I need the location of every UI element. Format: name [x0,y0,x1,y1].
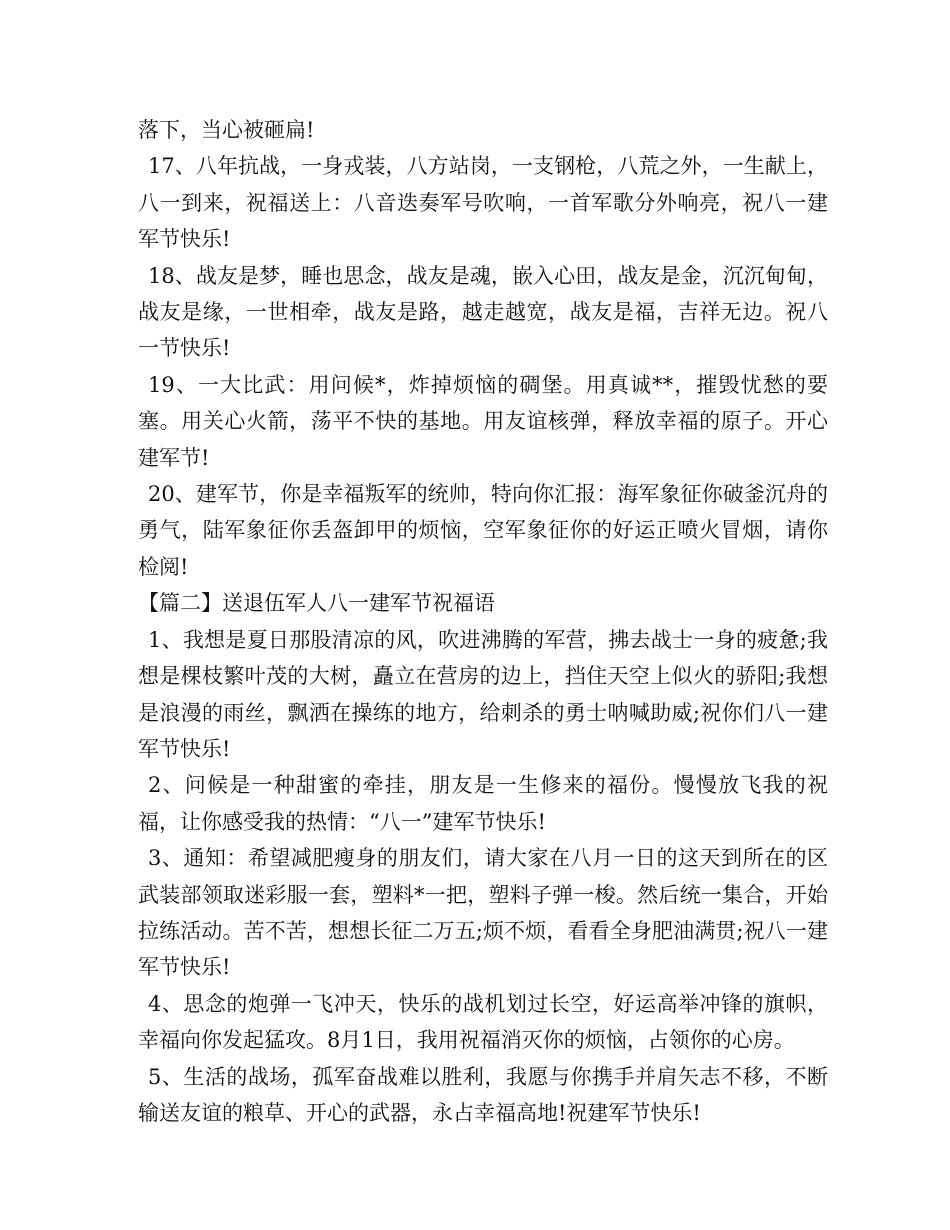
paragraph-item-1: 1、我想是夏日那股清凉的风，吹进沸腾的军营，拂去战士一身的疲惫;我想是棵枝繁叶茂的大树，矗立在营房的边上，挡住天空上似火的骄阳;我想是浪漫的雨丝，飘洒在操练的地方，给刺杀的勇士呐喊助威;祝你们八一建军节快乐! [138,627,828,761]
paragraph-item-20: 20、建军节，你是幸福叛军的统帅，特向你汇报：海军象征你破釜沉舟的勇气，陆军象征你丢盔卸甲的烦恼，空军象征你的好运正喷火冒烟，请你检阅! [138,482,828,579]
paragraph-continuation: 落下，当心被砸扁! [138,118,315,142]
paragraph-item-3: 3、通知：希望减肥瘦身的朋友们，请大家在八月一日的这天到所在的区武装部领取迷彩服一套，塑料*一把，塑料子弹一梭。然后统一集合，开始拉练活动。苦不苦，想想长征二万五;烦不烦，看看全身肥油满贯;祝八一建军节快乐! [138,846,828,980]
paragraph-item-4: 4、思念的炮弹一飞冲天，快乐的战机划过长空，好运高举冲锋的旗帜，幸福向你发起猛攻。8月1日，我用祝福消灭你的烦恼，占领你的心房。 [138,991,828,1053]
paragraph-item-18: 18、战友是梦，睡也思念，战友是魂，嵌入心田，战友是金，沉沉甸甸，战友是缘，一世相牵，战友是路，越走越宽，战友是福，吉祥无边。祝八一节快乐! [138,263,828,361]
section-heading: 【篇二】送退伍军人八一建军节祝福语 [138,591,495,616]
paragraph-item-5: 5、生活的战场，孤军奋战难以胜利，我愿与你携手并肩矢志不移，不断输送友谊的粮草、开心的武器，永占幸福高地!祝建军节快乐! [138,1064,828,1125]
paragraph-item-19: 19、一大比武：用问候*，炸掉烦恼的碉堡。用真诚**，摧毁忧愁的要塞。用关心火箭，荡平不快的基地。用友谊核弹，释放幸福的原子。开心建军节! [138,372,828,470]
document-body [138,112,828,1131]
paragraph-item-2: 2、问候是一种甜蜜的牵挂，朋友是一生修来的福份。慢慢放飞我的祝福，让你感受我的热情：“八一”建军节快乐! [138,773,828,834]
paragraph-item-17: 17、八年抗战，一身戎装，八方站岗，一支钢枪，八荒之外，一生献上，八一到来，祝福送上：八音迭奏军号吹响，一首军歌分外响亮，祝八一建军节快乐! [138,154,828,252]
